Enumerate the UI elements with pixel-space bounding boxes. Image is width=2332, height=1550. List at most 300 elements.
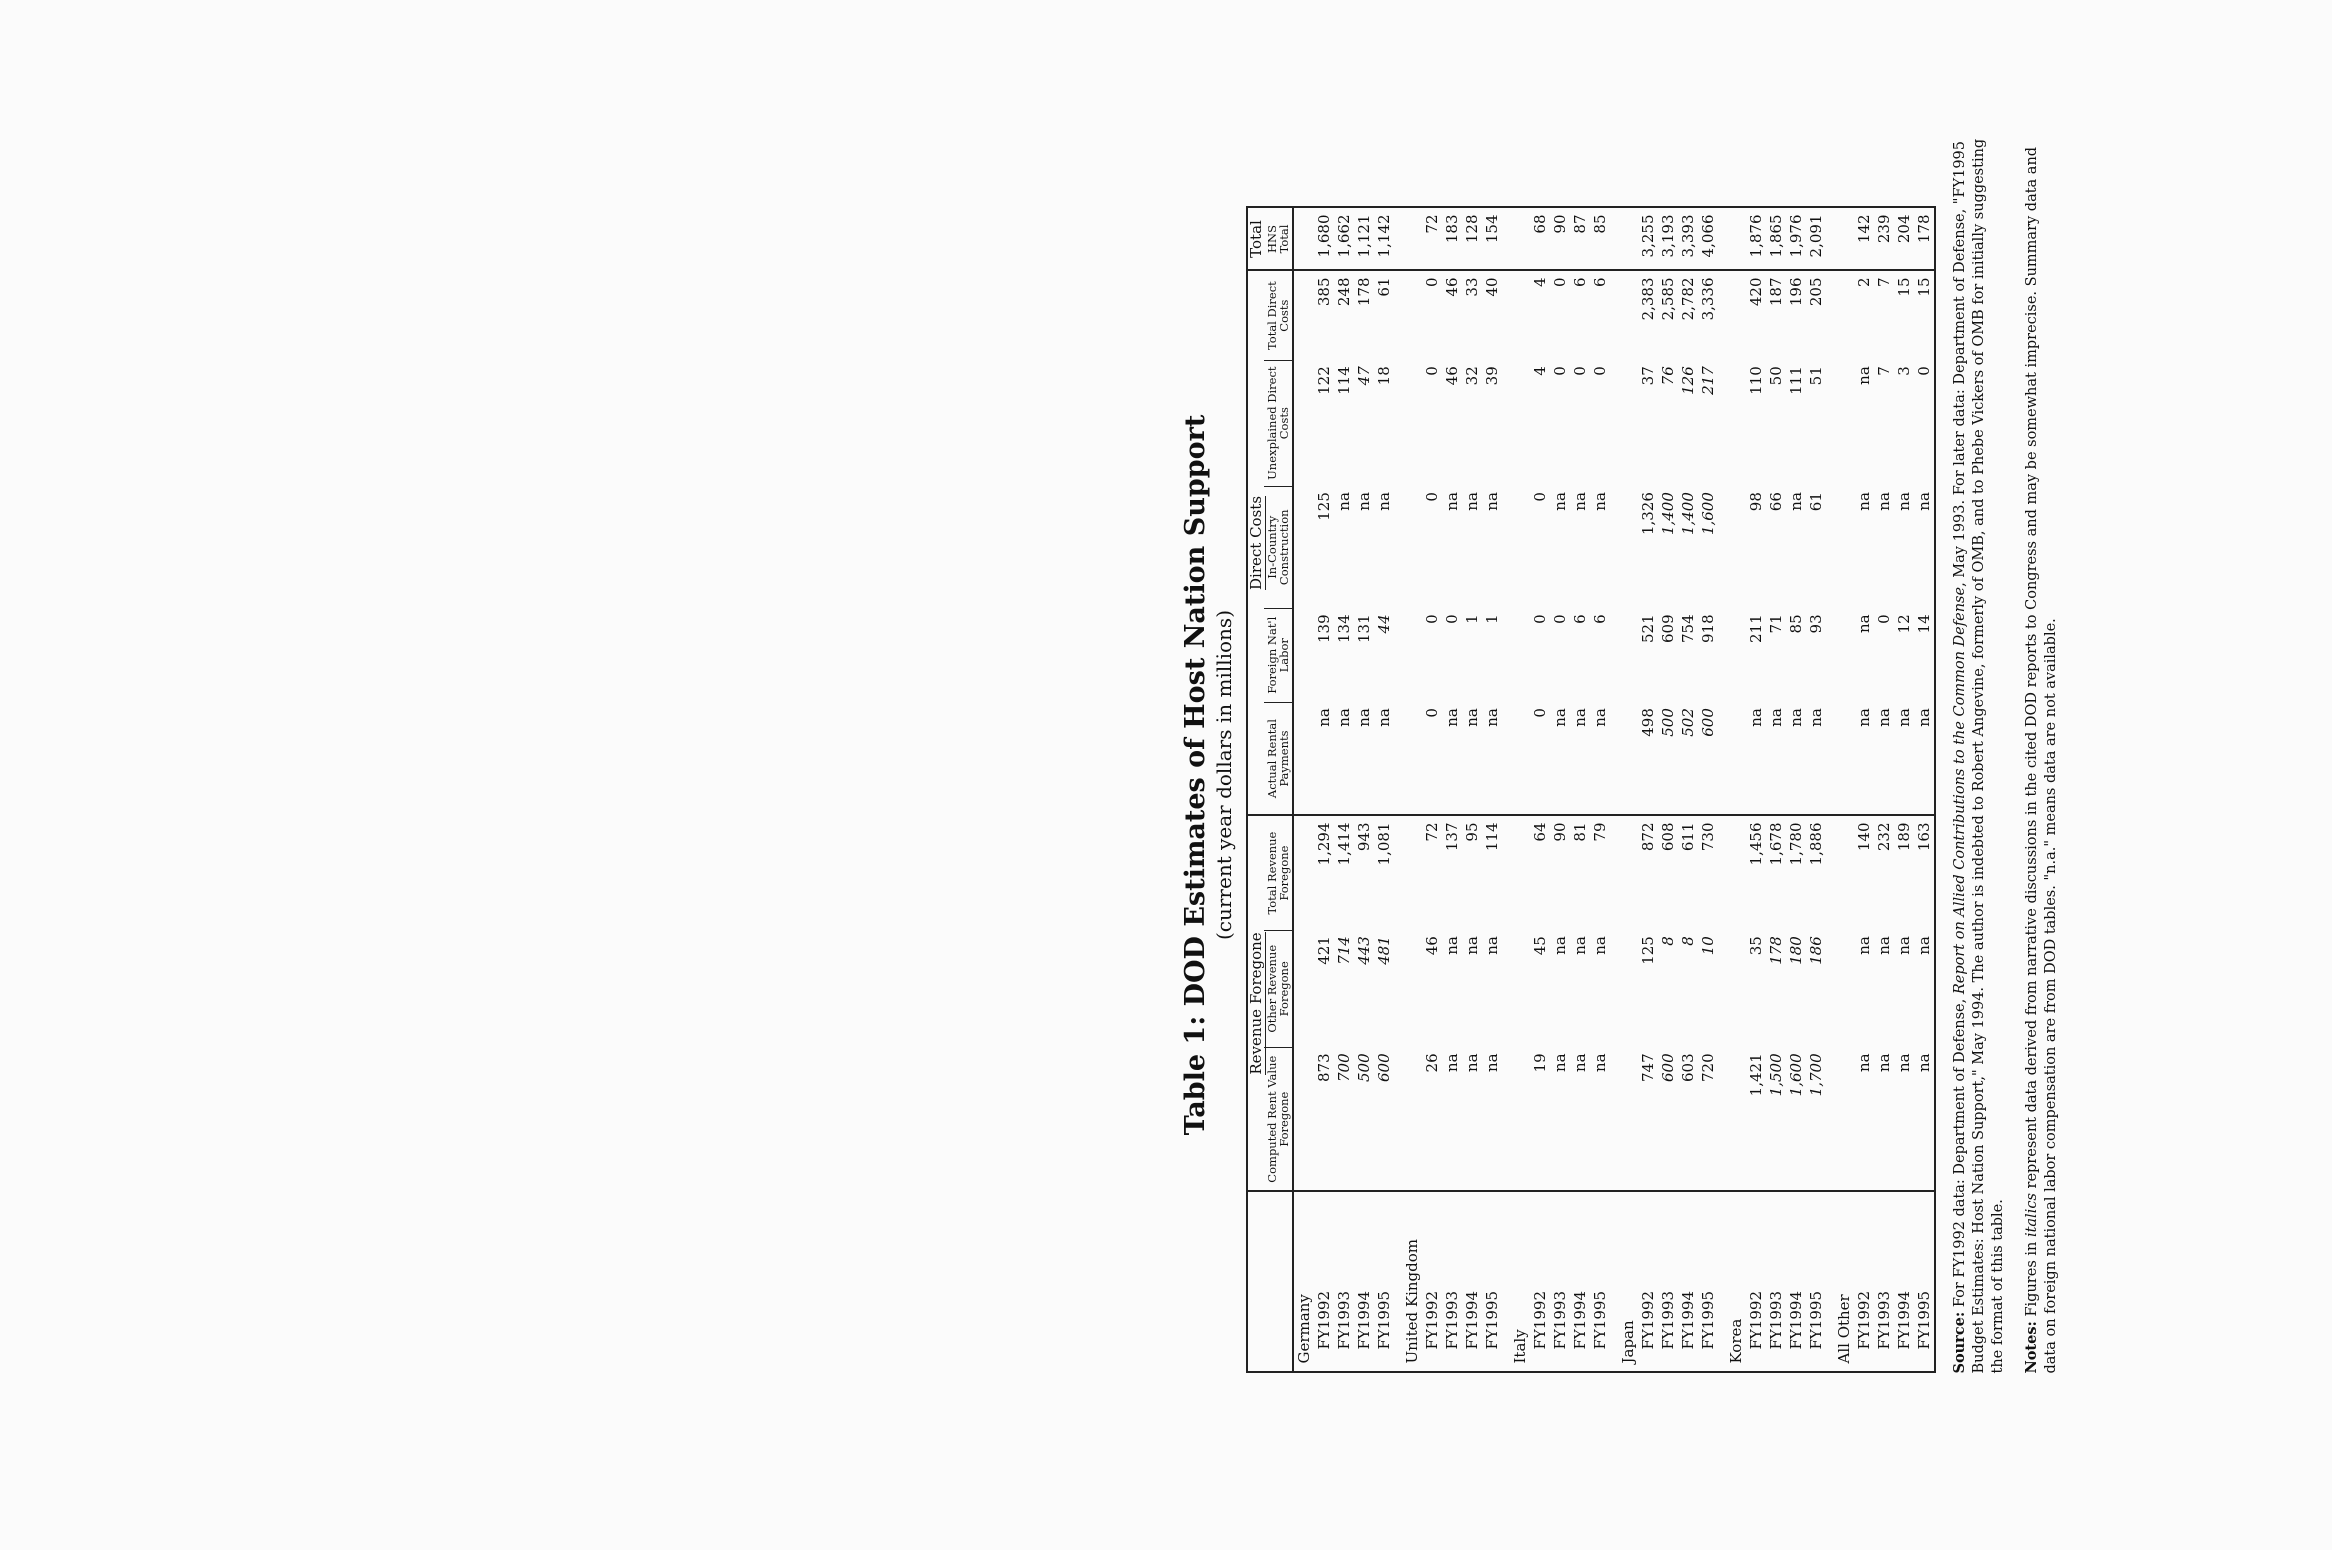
table-cell: 4 [1530,270,1550,360]
table-cell: 68 [1531,214,1549,234]
fiscal-year-label: FY1995 [1482,1192,1502,1373]
table-cell: 600 [1659,1053,1677,1083]
table-cell: 76 [1659,366,1677,386]
table-cell: 40 [1482,270,1502,360]
fiscal-year-label: FY1994 [1570,1192,1590,1373]
table-cell: na [1335,492,1353,511]
table-cell: 61 [1807,492,1825,512]
table-cell: 19 [1531,1053,1549,1073]
table-cell: 125 [1315,492,1333,521]
table-row [1570,208,1590,1373]
table-cell: na [1875,492,1893,511]
table-cell: 39 [1483,366,1501,386]
column-header: In-Country Construction [1264,486,1293,608]
table-cell: na [1915,936,1933,955]
table-cell: 385 [1314,270,1334,360]
table-row [1638,208,1658,1373]
table-row [1914,208,1935,1373]
table-cell: 114 [1482,815,1502,930]
table-cell: na [1895,936,1913,955]
table-cell: 196 [1786,270,1806,360]
table-cell: 85 [1787,614,1805,634]
table-cell: 481 [1375,936,1393,965]
table-cell: 61 [1374,270,1394,360]
table-cell: 248 [1334,270,1354,360]
table-cell: 4,066 [1699,214,1717,258]
country-name: All Other [1834,1192,1854,1373]
table-cell: 15 [1914,270,1935,360]
table-cell: 186 [1807,936,1825,965]
table-cell: 1 [1463,614,1481,624]
table-cell: na [1483,492,1501,511]
table-cell: na [1571,1053,1589,1072]
table-cell: 421 [1315,936,1333,965]
table-cell: 1,865 [1767,214,1785,258]
table-cell: 44 [1375,614,1393,634]
table-cell: na [1895,1053,1913,1072]
table-cell: 0 [1915,366,1933,376]
table-cell: na [1807,708,1825,727]
table-cell: 3 [1895,366,1913,376]
table-cell: 873 [1315,1053,1333,1083]
table-cell: 943 [1354,815,1374,930]
table-cell: 140 [1854,815,1874,930]
table-cell: 714 [1335,936,1353,965]
table-cell: 1,700 [1807,1053,1825,1097]
table-cell: 122 [1315,366,1333,395]
table-cell: 918 [1699,614,1717,644]
table-cell: 8 [1679,936,1697,946]
fiscal-year-label: FY1995 [1374,1192,1394,1373]
table-row [1422,208,1442,1373]
table-cell: 498 [1639,708,1657,737]
table-cell: 126 [1679,366,1697,395]
table-cell: na [1355,708,1373,727]
table-cell: 1,680 [1315,214,1333,258]
table-cell: na [1375,492,1393,511]
page-subtitle: (current year dollars in millions) [1212,610,1236,941]
column-header: Total Direct Costs [1264,270,1293,360]
table-cell: 7 [1875,366,1893,376]
table-cell: 747 [1639,1053,1657,1083]
source-note: Source: For FY1992 data: Department of Defense, Report on Allied Contributions to the Common Defense, May 1993. For later data: Department of Defense, "FY1995 Budget Estimates: Host Nation Support," May 1994. The author is indebted to Robert Angevine, formerly of OMB, and to Phebe Vickers of OMB for initially suggesting the format of this table. [1951,138,2006,1374]
column-header: Other Revenue Foregone [1264,930,1293,1047]
country-header-row [1834,208,1854,1373]
spacer-row [1394,208,1402,1373]
table-cell: 1,142 [1375,214,1393,258]
table-row [1334,208,1354,1373]
table-cell: 1,600 [1787,1053,1805,1097]
table-row [1482,208,1502,1373]
table-row [1746,208,1766,1373]
table-cell: 26 [1423,1053,1441,1073]
table-cell: 51 [1807,366,1825,386]
table-cell: 2,383 [1638,270,1658,360]
table-cell: 1,456 [1746,815,1766,930]
table-cell: na [1787,492,1805,511]
fiscal-year-label: FY1993 [1766,1192,1786,1373]
table-row [1786,208,1806,1373]
table-cell: na [1443,1053,1461,1072]
table-cell: na [1571,492,1589,511]
notes-note: Notes: Figures in italics represent data derived from narrative discussions in the cited DOD reports to Congress and may be somewhat imprecise. Summary data and data on foreign national labor compensation are from DOD tables. "n.a." means data are not available. [2023,146,2059,1374]
table-cell: na [1591,1053,1609,1072]
table-cell: 128 [1463,214,1481,244]
table-cell: 46 [1443,366,1461,386]
table-cell: na [1855,614,1873,633]
table-cell: 500 [1355,1053,1373,1083]
table-row [1766,208,1786,1373]
country-name: United Kingdom [1402,1192,1422,1373]
table-cell: na [1915,492,1933,511]
fiscal-year-label: FY1994 [1786,1192,1806,1373]
table-cell: 72 [1422,815,1442,930]
table-cell: 46 [1442,270,1462,360]
table-cell: 2,091 [1807,214,1825,258]
table-cell: 2,782 [1678,270,1698,360]
table-cell: 1,500 [1767,1053,1785,1097]
group-header-row [1247,208,1264,1373]
table-cell: 239 [1875,214,1893,244]
table-cell: 180 [1787,936,1805,965]
table-cell: 93 [1807,614,1825,634]
table-cell: 0 [1423,614,1441,624]
table-cell: 111 [1787,366,1805,395]
table-row [1806,208,1826,1373]
table-cell: 95 [1462,815,1482,930]
country-header-row [1618,208,1638,1373]
table-cell: na [1767,708,1785,727]
table-cell: 1,294 [1314,815,1334,930]
table-cell: na [1551,1053,1569,1072]
table-cell: 211 [1747,614,1765,644]
table-cell: 32 [1463,366,1481,386]
table-cell: na [1551,492,1569,511]
table-cell: 1,876 [1747,214,1765,258]
table-cell: na [1315,708,1333,727]
table-cell: 443 [1355,936,1373,965]
table-cell: na [1483,936,1501,955]
table-row [1314,208,1334,1373]
footnotes [1950,129,2061,1374]
table-cell: 6 [1571,614,1589,624]
table-cell: 720 [1699,1053,1717,1083]
table-cell: 0 [1423,708,1441,718]
fiscal-year-label: FY1993 [1334,1192,1354,1373]
table-cell: 730 [1698,815,1718,930]
table-body [1293,208,1935,1373]
table-cell: 205 [1806,270,1826,360]
group-header-revenue: Revenue Foregone [1247,815,1264,1191]
table-cell: na [1855,1053,1873,1072]
table-cell: 85 [1591,214,1609,234]
table-cell: 1,121 [1355,214,1373,258]
table-cell: 90 [1551,214,1569,234]
fiscal-year-label: FY1993 [1874,1192,1894,1373]
table-cell: 183 [1443,214,1461,244]
table-cell: na [1591,708,1609,727]
table-cell: 521 [1639,614,1657,644]
fiscal-year-label: FY1992 [1854,1192,1874,1373]
table-cell: na [1443,936,1461,955]
table-row [1658,208,1678,1373]
table-cell: 611 [1678,815,1698,930]
table-cell: na [1591,936,1609,955]
fiscal-year-label: FY1995 [1914,1192,1935,1373]
table-cell: na [1915,1053,1933,1072]
page-title: Table 1: DOD Estimates of Host Nation Support [1180,414,1211,1136]
table-cell: na [1355,492,1373,511]
table-cell: 2 [1854,270,1874,360]
table-cell: 72 [1423,214,1441,234]
table-cell: 0 [1531,492,1549,502]
table-cell: 6 [1591,614,1609,624]
table-cell: 35 [1747,936,1765,956]
table-cell: na [1463,936,1481,955]
fiscal-year-label: FY1994 [1354,1192,1374,1373]
table-cell: 90 [1550,815,1570,930]
table-cell: 1,400 [1679,492,1697,536]
table-cell: 872 [1638,815,1658,930]
table-cell: 81 [1570,815,1590,930]
spacer-row [1610,208,1618,1373]
fiscal-year-label: FY1993 [1550,1192,1570,1373]
table-cell: 178 [1767,936,1785,965]
spacer-row [1826,208,1834,1373]
table-cell: na [1571,936,1589,955]
table-cell: 502 [1679,708,1697,737]
fiscal-year-label: FY1992 [1638,1192,1658,1373]
fiscal-year-label: FY1994 [1462,1192,1482,1373]
table-cell: 46 [1423,936,1441,956]
table-cell: 609 [1659,614,1677,644]
table-cell: 45 [1531,936,1549,956]
fiscal-year-label: FY1995 [1590,1192,1610,1373]
table-cell: 142 [1855,214,1873,244]
table-cell: 2,585 [1658,270,1678,360]
table-cell: 6 [1590,270,1610,360]
country-name: Germany [1293,1192,1314,1373]
table-cell: na [1591,492,1609,511]
table-cell: na [1915,708,1933,727]
rotated-page [1166,0,2332,1550]
spacer-row [1718,208,1726,1373]
table-cell: 603 [1679,1053,1697,1083]
table-cell: 0 [1531,708,1549,718]
table-cell: na [1551,936,1569,955]
table-cell: 4 [1531,366,1549,376]
table-cell: na [1551,708,1569,727]
table-cell: 1,678 [1766,815,1786,930]
country-header-row [1510,208,1530,1373]
table-row [1530,208,1550,1373]
table-cell: 66 [1767,492,1785,512]
table-cell: 47 [1355,366,1373,386]
table-cell: 0 [1571,366,1589,376]
fiscal-year-label: FY1995 [1806,1192,1826,1373]
table-cell: 178 [1915,214,1933,244]
column-header: Foreign Nat'l Labor [1264,608,1293,702]
table-cell: 6 [1570,270,1590,360]
table-cell: na [1855,708,1873,727]
table-cell: 134 [1335,614,1353,644]
table-cell: 98 [1747,492,1765,512]
corner-cell [1247,1192,1264,1373]
fiscal-year-label: FY1992 [1314,1192,1334,1373]
table-cell: 189 [1894,815,1914,930]
table-cell: na [1335,708,1353,727]
table-cell: 131 [1355,614,1373,644]
table-cell: 1 [1483,614,1501,624]
table-cell: na [1443,492,1461,511]
table-cell: 3,393 [1679,214,1697,258]
column-header: HNS Total [1264,208,1293,271]
fiscal-year-label: FY1994 [1894,1192,1914,1373]
table-cell: 154 [1483,214,1501,244]
table-cell: 3,255 [1639,214,1657,258]
table-cell: 125 [1639,936,1657,965]
table-cell: 110 [1747,366,1765,395]
table-cell: 1,600 [1699,492,1717,536]
table-cell: 18 [1375,366,1393,386]
table-cell: na [1855,366,1873,385]
country-header-row [1402,208,1422,1373]
table-cell: 0 [1551,366,1569,376]
fiscal-year-label: FY1993 [1442,1192,1462,1373]
column-header-row [1264,208,1293,1373]
table-cell: 1,400 [1659,492,1677,536]
table-cell: 1,886 [1806,815,1826,930]
table-row [1550,208,1570,1373]
table-cell: 3,336 [1698,270,1718,360]
table-cell: 187 [1766,270,1786,360]
country-header-row [1726,208,1746,1373]
country-name: Italy [1510,1192,1530,1373]
table-cell: 500 [1659,708,1677,737]
table-cell: 600 [1699,708,1717,737]
table-cell: na [1443,708,1461,727]
table-cell: 7 [1874,270,1894,360]
table-row [1442,208,1462,1373]
table-cell: na [1875,936,1893,955]
table-cell: 217 [1699,366,1717,395]
table-cell: 1,081 [1374,815,1394,930]
fiscal-year-label: FY1992 [1422,1192,1442,1373]
table-cell: 79 [1590,815,1610,930]
column-header: Computed Rent Value Foregone [1264,1047,1293,1191]
table-cell: na [1571,708,1589,727]
table-cell: 1,662 [1335,214,1353,258]
column-header: Actual Rental Payments [1264,702,1293,815]
table-cell: 0 [1531,614,1549,624]
country-name: Japan [1618,1192,1638,1373]
table-cell: 1,326 [1639,492,1657,536]
column-header: Total Revenue Foregone [1264,815,1293,930]
fiscal-year-label: FY1994 [1678,1192,1698,1373]
table-row [1462,208,1482,1373]
table-cell: 3,193 [1659,214,1677,258]
hns-table [1246,207,1936,1374]
table-cell: na [1855,492,1873,511]
table-row [1590,208,1610,1373]
column-header: Unexplained Direct Costs [1264,360,1293,486]
fiscal-year-label: FY1993 [1658,1192,1678,1373]
table-row [1894,208,1914,1373]
country-header-row [1293,208,1314,1373]
table-cell: 232 [1874,815,1894,930]
table-cell: na [1875,1053,1893,1072]
table-cell: 178 [1354,270,1374,360]
table-cell: 1,421 [1747,1053,1765,1097]
table-cell: 37 [1639,366,1657,386]
table-cell: 33 [1462,270,1482,360]
table-cell: na [1747,708,1765,727]
row-label-header [1264,1192,1293,1373]
table-cell: 137 [1442,815,1462,930]
table-cell: 1,780 [1786,815,1806,930]
table-cell: 204 [1895,214,1913,244]
table-cell: 0 [1423,492,1441,502]
table-row [1354,208,1374,1373]
table-cell: 0 [1423,366,1441,376]
table-cell: na [1483,708,1501,727]
group-header-total: Total [1247,220,1265,258]
table-cell: 10 [1699,936,1717,956]
group-header-direct: Direct Costs [1247,270,1264,815]
table-cell: na [1895,492,1913,511]
table-cell: 87 [1571,214,1589,234]
table-row [1678,208,1698,1373]
table-cell: 420 [1746,270,1766,360]
country-name: Korea [1726,1192,1746,1373]
table-cell: na [1463,708,1481,727]
table-cell: 1,414 [1334,815,1354,930]
table-cell: 14 [1915,614,1933,634]
table-cell: na [1463,492,1481,511]
table-cell: 608 [1658,815,1678,930]
table-cell: 754 [1679,614,1697,644]
table-row [1698,208,1718,1373]
table-cell: na [1483,1053,1501,1072]
table-cell: na [1375,708,1393,727]
table-cell: 0 [1443,614,1461,624]
table-cell: 12 [1895,614,1913,634]
table-cell: 139 [1315,614,1333,644]
table-cell: 1,976 [1787,214,1805,258]
spacer-row [1502,208,1510,1373]
table-cell: na [1875,708,1893,727]
table-row [1374,208,1394,1373]
table-cell: 0 [1551,614,1569,624]
table-cell: 114 [1335,366,1353,395]
table-cell: 700 [1335,1053,1353,1083]
table-cell: 0 [1550,270,1570,360]
table-cell: 600 [1375,1053,1393,1083]
table-cell: 15 [1894,270,1914,360]
table-cell: na [1855,936,1873,955]
table-cell: 64 [1530,815,1550,930]
table-cell: 163 [1914,815,1935,930]
table-cell: 0 [1875,614,1893,624]
fiscal-year-label: FY1992 [1746,1192,1766,1373]
table-cell: 0 [1422,270,1442,360]
table-cell: 0 [1591,366,1609,376]
table-cell: 71 [1767,614,1785,634]
table-cell: na [1787,708,1805,727]
table-row [1854,208,1874,1373]
table-row [1874,208,1894,1373]
fiscal-year-label: FY1992 [1530,1192,1550,1373]
